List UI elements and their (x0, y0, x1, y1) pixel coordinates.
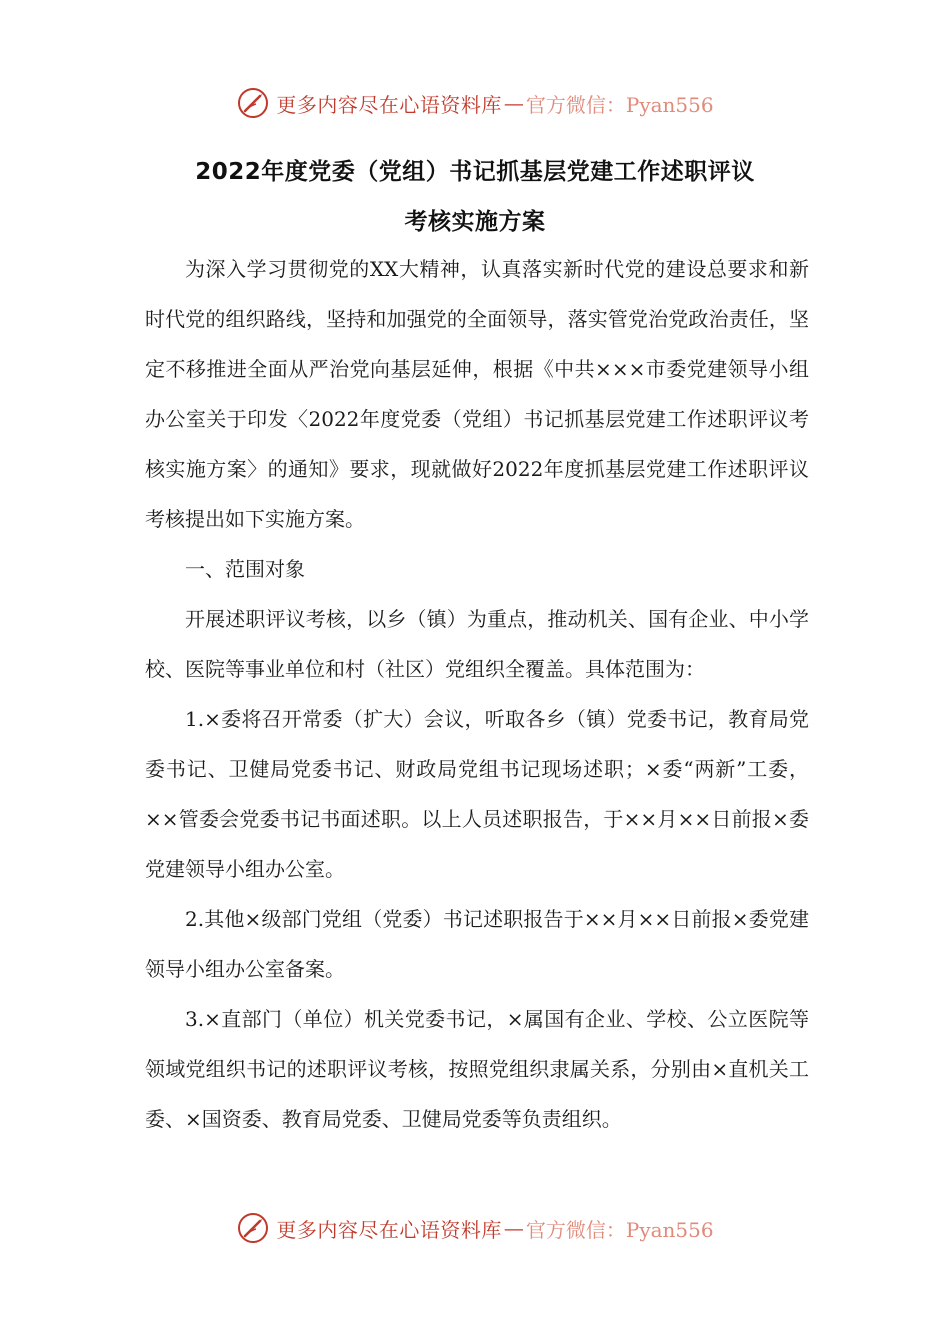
document-body (145, 244, 809, 1144)
section-heading-scope: 一、范围对象 (185, 557, 305, 581)
paragraph-scope: 开展述职评议考核，以乡（镇）为重点，推动机关、国有企业、中小学校、医院等事业单位和村（社区）党组织全覆盖。具体范围为： (145, 607, 809, 681)
watermark-footer (0, 1206, 950, 1250)
watermark-text: 更多内容尽在心语资料库 (276, 92, 502, 117)
watermark-contact: 官方微信：Pyan556 (525, 92, 714, 117)
paragraph-intro: 为深入学习贯彻党的XX大精神，认真落实新时代党的建设总要求和新时代党的组织路线，坚持和加强党的全面领导，落实管党治党政治责任，坚定不移推进全面从严治党向基层延伸，根据《中共×××市委党建领导小组办公室关于印发〈2022年度党委（党组）书记抓基层党建工作述职评议考核实施方案〉的通知》要求，现就做好2022年度抓基层党建工作述职评议考核提出如下实施方案。 (145, 257, 809, 531)
watermark-dash: — (503, 91, 524, 115)
paragraph-item-3: 3.×直部门（单位）机关党委书记，×属国有企业、学校、公立医院等领域党组织书记的述职评议考核，按照党组织隶属关系，分别由×直机关工委、×国资委、教育局党委、卫健局党委等负责组织。 (145, 1007, 809, 1131)
document-title-line-1: 2022年度党委（党组）书记抓基层党建工作述职评议 (195, 159, 755, 185)
paragraph-item-1: 1.×委将召开常委（扩大）会议，听取各乡（镇）党委书记，教育局党委书记、卫健局党委书记、财政局党组书记现场述职；×委“两新”工委，××管委会党委书记书面述职。以上人员述职报告，于××月××日前报×委党建领导小组办公室。 (145, 707, 809, 881)
watermark-contact: 官方微信：Pyan556 (525, 1217, 714, 1242)
document-title-line-2: 考核实施方案 (404, 209, 546, 235)
watermark-text: 更多内容尽在心语资料库 (276, 1217, 502, 1242)
watermark-header (0, 81, 950, 125)
quill-logo-icon (236, 1211, 270, 1245)
paragraph-item-2: 2.其他×级部门党组（党委）书记述职报告于××月××日前报×委党建领导小组办公室备案。 (145, 907, 809, 981)
watermark-dash: — (503, 1216, 524, 1240)
quill-logo-icon (236, 86, 270, 120)
